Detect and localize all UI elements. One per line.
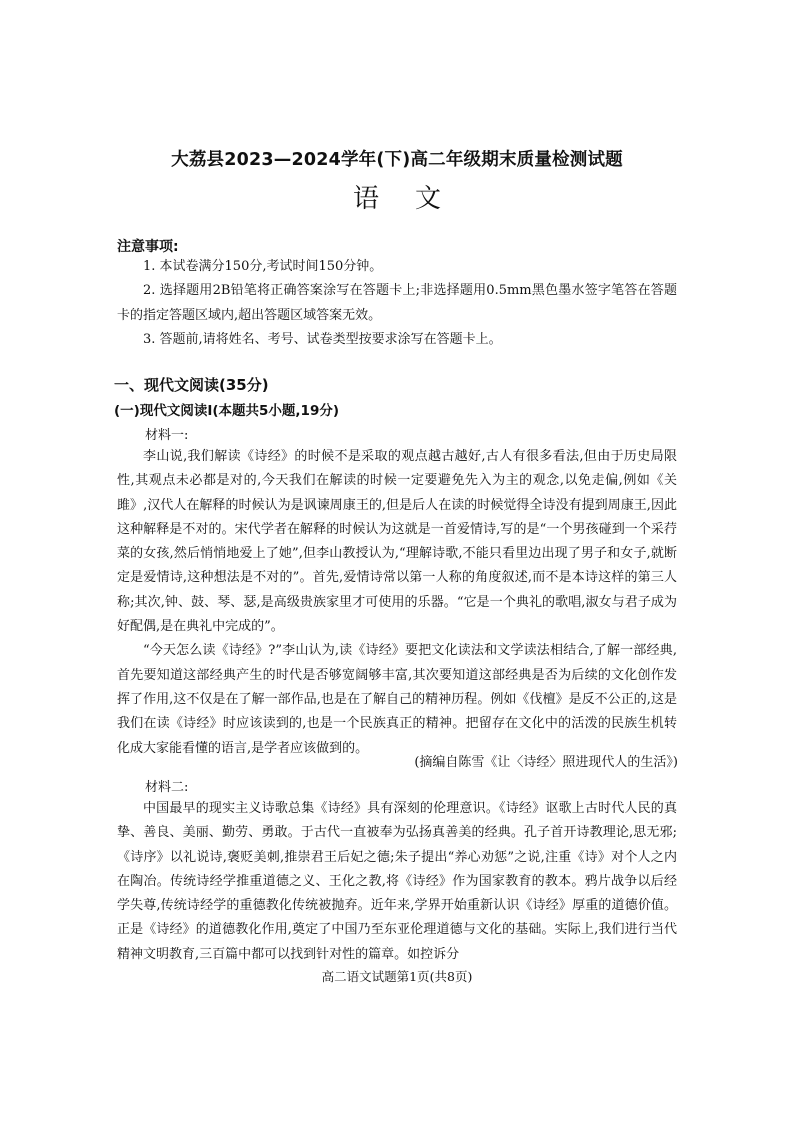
section-heading: 一、现代文阅读(35分) <box>114 376 269 394</box>
exam-title: 大荔县2023—2024学年(下)高二年级期末质量检测试题 <box>171 150 623 170</box>
material-1-label: 材料一: <box>145 428 189 443</box>
notice-item: 3. 答题前,请将姓名、考号、试卷类型按要求涂写在答题卡上。 <box>143 331 502 347</box>
paragraph: “今天怎么读《诗经》?”李山认为,读《诗经》要把文化读法和文学读法相结合,了解一部经典,首先要知道这部经典产生的时代是否够宽阔够丰富,其次要知道这部经典是否为后续的文化创作发挥了作用,这不仅是在了解一部作品,也是在了解自己的精神历程。例如《伐檀》是反不公正的,这是我们在读《诗经》时应该读到的,也是一个民族真正的精神。把留存在文化中的活泼的民族生机转化成大家能看懂的语言,是学者应该做到的。 <box>117 643 677 756</box>
notice-item: 2. 选择题用2B铅笔将正确答案涂写在答题卡上;非选择题用0.5mm黑色墨水签字笔答在答题卡的指定答题区域内,超出答题区域答案无效。 <box>117 283 677 323</box>
material-1-body <box>117 445 677 761</box>
notice-list <box>117 255 677 352</box>
material-1-source: (摘编自陈雪《让〈诗经〉照进现代人的生活》) <box>414 755 678 770</box>
material-2-body <box>117 797 677 967</box>
paragraph: 中国最早的现实主义诗歌总集《诗经》具有深刻的伦理意识。《诗经》讴歌上古时代人民的真挚、善良、美丽、勤劳、勇敢。于古代一直被奉为弘扬真善美的经典。孔子首开诗教理论,思无邪;《诗序》以礼说诗,褒贬美刺,推崇君王后妃之德;朱子提出“养心劝惩”之说,注重《诗》对个人之内在陶冶。传统诗经学推重道德之义、王化之教,将《诗经》作为国家教育的教本。鸦片战争以后经学失尊,传统诗经学的重德教化传统被抛弃。近年来,学界开始重新认识《诗经》厚重的道德价值。正是《诗经》的道德教化作用,奠定了中国乃至东亚伦理道德与文化的基础。实际上,我们进行当代精神文明教育,三百篇中都可以找到针对性的篇章。如控诉分 <box>117 801 677 962</box>
page-footer: 高二语文试题第1页(共8页) <box>321 969 473 984</box>
subject-title: 语文 <box>352 184 477 214</box>
notice-heading: 注意事项: <box>117 239 179 255</box>
subsection-heading: (一)现代文阅读Ⅰ(本题共5小题,19分) <box>114 403 340 419</box>
notice-item: 1. 本试卷满分150分,考试时间150分钟。 <box>143 259 383 274</box>
paragraph: 李山说,我们解读《诗经》的时候不是采取的观点越古越好,古人有很多看法,但由于历史局限性,其观点未必都是对的,今天我们在解读的时候一定要避免先入为主的观念,以免走偏,例如《关雎》,汉代人在解释的时候认为是讽谏周康王的,但是后人在读的时候觉得全诗没有提到周康王,因此这种解释是不对的。宋代学者在解释的时候认为这就是一首爱情诗,写的是“一个男孩碰到一个采荇菜的女孩,然后悄悄地爱上了她”,但李山教授认为,“理解诗歌,不能只看里边出现了男子和女子,就断定是爱情诗,这种想法是不对的”。首先,爱情诗常以第一人称的角度叙述,而不是本诗这样的第三人称;其次,钟、鼓、琴、瑟,是高级贵族家里才可使用的乐器。“它是一个典礼的歌唱,淑女与君子成为好配偶,是在典礼中完成的”。 <box>117 449 677 635</box>
material-2-label: 材料二: <box>145 780 189 795</box>
